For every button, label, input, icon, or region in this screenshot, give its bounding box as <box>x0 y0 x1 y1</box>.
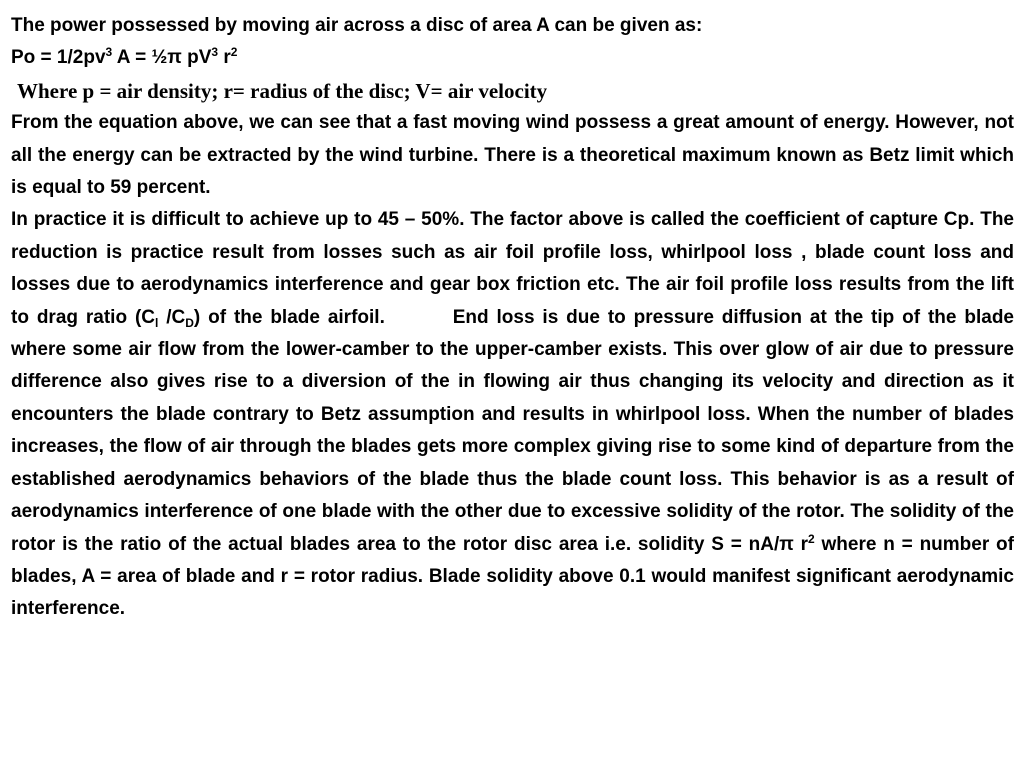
solidity-radius-exponent: 2 <box>808 531 815 546</box>
power-formula <box>11 42 1014 74</box>
drag-coefficient-subscript: D <box>185 315 194 330</box>
paragraph-2-part-a: In practice it is difficult to achieve up to 45 – 50%. The factor above is called the coefficient of capture Cp. The reduction is practice result from losses such as air foil profile loss, whirlpool loss , blade count loss and losses due to aerodynamics interference and gear box friction etc. The air foil profile loss results from the lift to drag ratio (C <box>11 209 1014 328</box>
formula-left: Po = 1/2pv <box>11 47 106 69</box>
formula-radius: r <box>218 47 231 69</box>
paragraph-2-ratio: /C <box>158 306 186 328</box>
paragraph-2-part-c: End loss is due to pressure diffusion at the tip of the blade where some air flow from the lower-camber to the upper-camber exists. This over glow of air due to pressure difference also gives rise to a diversion of the in flowing air thus changing its velocity and direction as it encounters the blade contrary to Betz assumption and results in whirlpool loss. When the number of blades increases, the flow of air through the blades gets more complex giving rise to some kind of departure from the established aerodynamics behaviors of the blade thus the blade count loss. This behavior is as a result of aerodynamics interference of one blade with the other due to excessive solidity of the rotor. The solidity of the rotor is the ratio of the actual blades area to the rotor disc area i.e. solidity S = nA/π r <box>11 306 1014 555</box>
where-text: Where p = air density; r= radius of the disc; V= air velocity <box>17 78 548 103</box>
paragraph-1-text: From the equation above, we can see that a fast moving wind possess a great amount of energy. However, not all the energy can be extracted by the wind turbine. There is a theoretical maximum known as Betz limit which is equal to 59 percent. <box>11 112 1014 199</box>
formula-mid: A = ½π pV <box>112 47 212 69</box>
paragraph-2-part-d: where n = number of blades, A = area of blade and r = rotor radius. Blade solidity above 0.1 would manifest significant aerodynamic interference. <box>11 533 1014 620</box>
lift-coefficient-subscript: l <box>155 315 159 330</box>
paragraph-betz-limit <box>11 107 1014 204</box>
intro-line <box>11 10 1014 42</box>
formula-left-exponent: 3 <box>105 45 113 60</box>
paragraph-2-part-b: ) of the blade airfoil. <box>193 306 385 328</box>
where-line <box>11 75 1014 107</box>
slide-content <box>11 10 1014 626</box>
intro-text: The power possessed by moving air across a disc of area A can be given as: <box>11 15 703 36</box>
formula-radius-exponent: 2 <box>230 45 238 60</box>
formula-mid-exponent: 3 <box>211 45 219 60</box>
paragraph-losses <box>11 204 1014 625</box>
